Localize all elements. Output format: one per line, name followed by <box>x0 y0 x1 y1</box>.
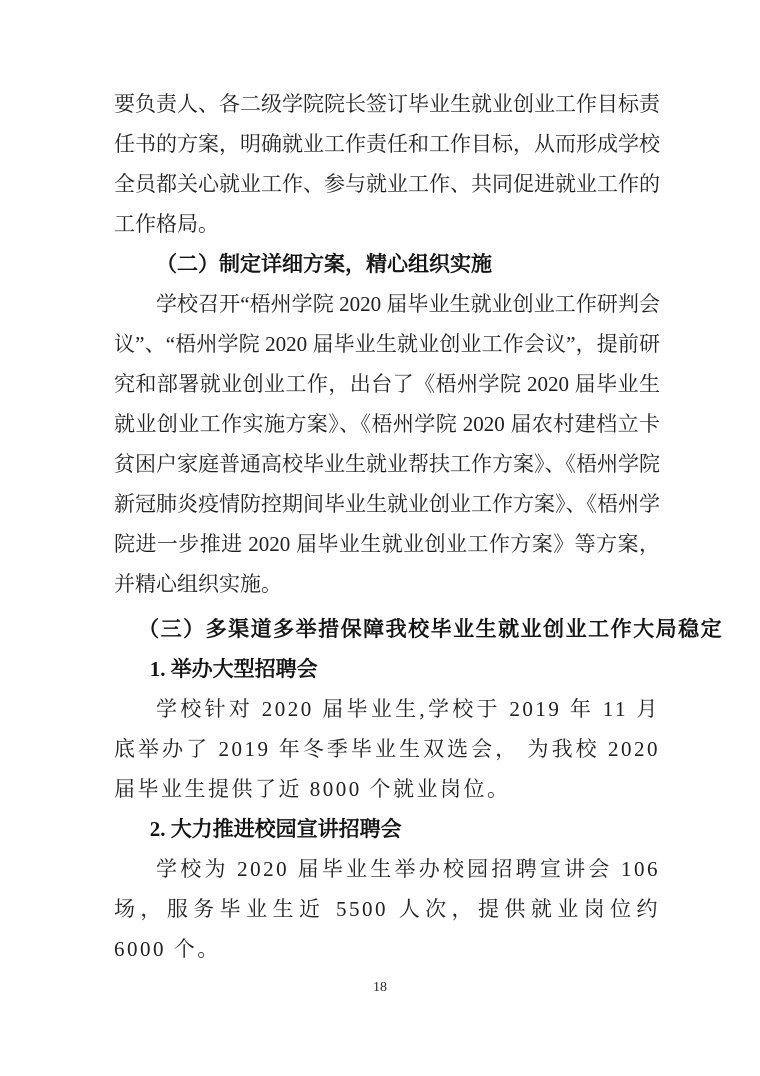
section-heading-3-multi-channel: （三）多渠道多举措保障我校毕业生就业创业工作大局稳定 <box>138 617 724 641</box>
paragraph-continuation-responsibility: 要负责人、各二级学院院长签订毕业生就业创业工作目标责任书的方案，明确就业工作责任和工作目标，从而形成学校全员都关心就业工作、参与就业工作、共同促进就业工作的工作格局。 <box>114 92 660 236</box>
subsection-heading-1-large-job-fair: 1. 举办大型招聘会 <box>149 657 318 681</box>
subsection-heading-2-campus-recruiting: 2. 大力推进校园宣讲招聘会 <box>149 817 402 841</box>
section-heading-2-detailed-plans: （二）制定详细方案，精心组织实施 <box>156 252 492 276</box>
paragraph-winter-job-fair: 学校针对 2020 届毕业生,学校于 2019 年 11 月底举办了 2019 年冬季毕业生双选会， 为我校 2020 届毕业生提供了近 8000 个就业岗位。 <box>114 697 660 801</box>
paragraph-plans-and-meetings: 学校召开“梧州学院 2020 届毕业生就业创业工作研判会议”、“梧州学院 2020 届毕业生就业创业工作会议”，提前研究和部署就业创业工作，出台了《梧州学院 2020 届毕业生就业创业工作实施方案》、《梧州学院 2020 届农村建档立卡贫困户家庭普通高校毕业生就业帮扶工作方案》、《梧州学院新冠肺炎疫情防控期间毕业生就业创业工作方案》、《梧州学院进一步推进 2020 届毕业生就业创业工作方案》等方案，并精心组织实施。 <box>114 292 660 596</box>
page-number: 18 <box>373 980 387 995</box>
paragraph-campus-recruiting-stats: 学校为 2020 届毕业生举办校园招聘宣讲会 106 场，服务毕业生近 5500 人次，提供就业岗位约 6000 个。 <box>114 857 660 961</box>
document-content <box>114 84 724 969</box>
